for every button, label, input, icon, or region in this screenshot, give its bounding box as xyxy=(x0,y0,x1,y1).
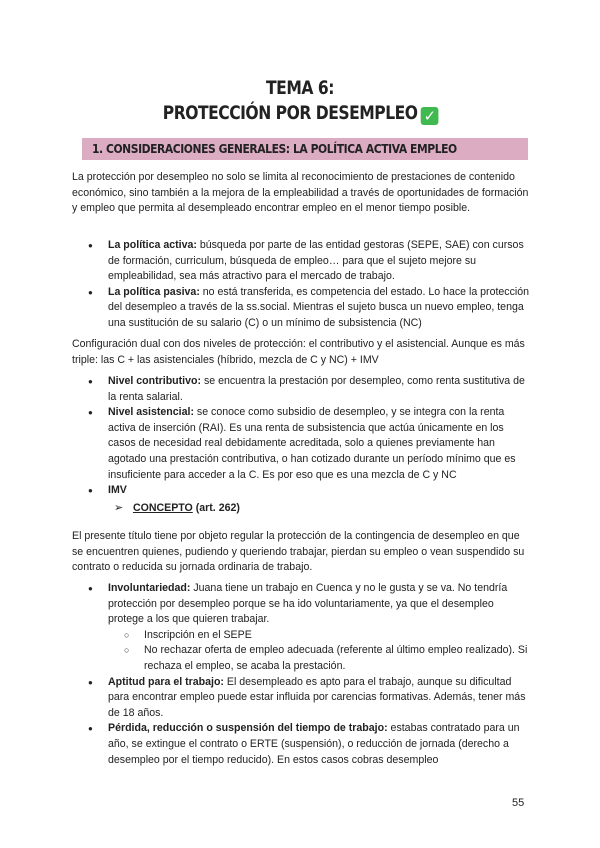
list-item-imv xyxy=(72,483,532,499)
sublist-item: ○ No rechazar oferta de empleo adecuada (referente al último empleo realizado). Si rechaza el empleo, se acaba la prestación. xyxy=(108,643,532,674)
list-item-text: búsqueda por parte de las entidad gestoras (SEPE, SAE) con cursos de formación, curriculum, búsqueda de empleo… para que el sujeto mejore su empleabilidad, sea más atractivo para el mercado de trabajo. xyxy=(108,239,524,283)
list-item-involuntariedad xyxy=(72,581,532,675)
list-item-text: no está transferida, es competencia del estado. Lo hace la protección del desempleo a través de la ss.social. Mientras el sujeto busca un nuevo empleo, tenga una sustitución de su salario (C) o un mínimo de subsistencia (NC) xyxy=(108,285,530,329)
list-item-politica-pasiva xyxy=(72,285,532,332)
list-item-politica-activa xyxy=(72,238,532,285)
list-item-aptitud xyxy=(72,675,532,722)
list-item-nivel-asistencial xyxy=(72,405,532,483)
concepto-reference: (art. 262) xyxy=(192,502,240,514)
list-item-label: La política activa: xyxy=(108,239,197,251)
list-item-text: Juana tiene un trabajo en Cuenca y no le gusta y se va. No tendría protección por desempleo porque se ha ido voluntariamente, ya que el desempleo protege a los que quieren trabajar. xyxy=(108,582,508,626)
politicas-list xyxy=(72,238,532,332)
list-item-label: IMV xyxy=(108,484,127,497)
list-item-label: La política pasiva: xyxy=(108,285,200,298)
list-item-label: Involuntariedad: xyxy=(108,582,191,594)
concepto-label: CONCEPTO xyxy=(132,502,193,514)
section-heading: 1. CONSIDERACIONES GENERALES: LA POLÍTICA ACTIVA EMPLEO xyxy=(92,141,457,156)
list-item-text: El desempleado es apto para el trabajo, aunque su dificultad para encontrar empleo puede estar influida por carencias formativas. Además, tener más de 18 años. xyxy=(108,675,526,719)
list-item-text: se encuentra la prestación por desempleo, como renta sustitutiva de la renta salarial. xyxy=(108,375,525,403)
sublist-item: ○ Inscripción en el SEPE xyxy=(108,628,532,644)
title-line-1: TEMA 6: xyxy=(266,77,334,99)
list-item-nivel-contributivo xyxy=(72,374,532,405)
document-title xyxy=(54,76,546,126)
list-item-label: Nivel contributivo: xyxy=(108,375,201,387)
list-item-text: se conoce como subsidio de desempleo, y se integra con la renta activa de inserción (RAI). Es una renta de subsistencia que actúa únicamente en los casos de necesidad real debidamente acreditada, solo a quienes previamente han agotado una prestación contributiva, o han cotizado durante un período mínimo que es insuficiente para acceder a la C. Es por eso que es una mezcla de C y NC xyxy=(108,406,516,481)
list-item-text: estabas contratado para un año, se extingue el contrato o ERTE (suspensión), o reducción de jornada (derecho a desempleo por el tiempo reducido). En estos casos cobras desempleo xyxy=(108,722,520,766)
involuntariedad-sublist xyxy=(108,628,532,675)
title-line-2 xyxy=(54,101,546,126)
page-number: 55 xyxy=(512,797,525,809)
white-check-mark-icon: ✓ xyxy=(421,107,439,125)
list-item-label: Nivel asistencial: xyxy=(108,406,194,419)
list-item-perdida xyxy=(72,721,532,768)
arrow-bullet-icon: ➢ xyxy=(114,502,124,514)
concepto-heading xyxy=(114,501,240,517)
title-line-2-text: PROTECCIÓN POR DESEMPLEO xyxy=(162,102,418,124)
list-item-label: Aptitud para el trabajo: xyxy=(108,675,224,688)
list-item-label: Pérdida, reducción o suspensión del tiempo de trabajo: xyxy=(108,722,388,735)
configuracion-paragraph: Configuración dual con dos niveles de protección: el contributivo y el asistencial. Aunque es más triple: las C + las asistenciales (híbrido, mezcla de C y NC) + IMV xyxy=(72,338,525,366)
niveles-list xyxy=(72,374,532,499)
intro-paragraph: La protección por desempleo no solo se limita al reconocimiento de prestaciones de contenido económico, sino también a la mejora de la empleabilidad a través de oportunidades de formación y empleo que permita al desempleado encontrar empleo en el menor tiempo posible. xyxy=(72,171,529,215)
definicion-paragraph: El presente título tiene por objeto regular la protección de la contingencia de desempleo en que se encuentren quienes, pudiendo y queriendo trabajar, pierdan su empleo o vean suspendido su contrato o reducida su jornada ordinaria de trabajo. xyxy=(72,530,525,574)
requisitos-list xyxy=(72,581,532,768)
